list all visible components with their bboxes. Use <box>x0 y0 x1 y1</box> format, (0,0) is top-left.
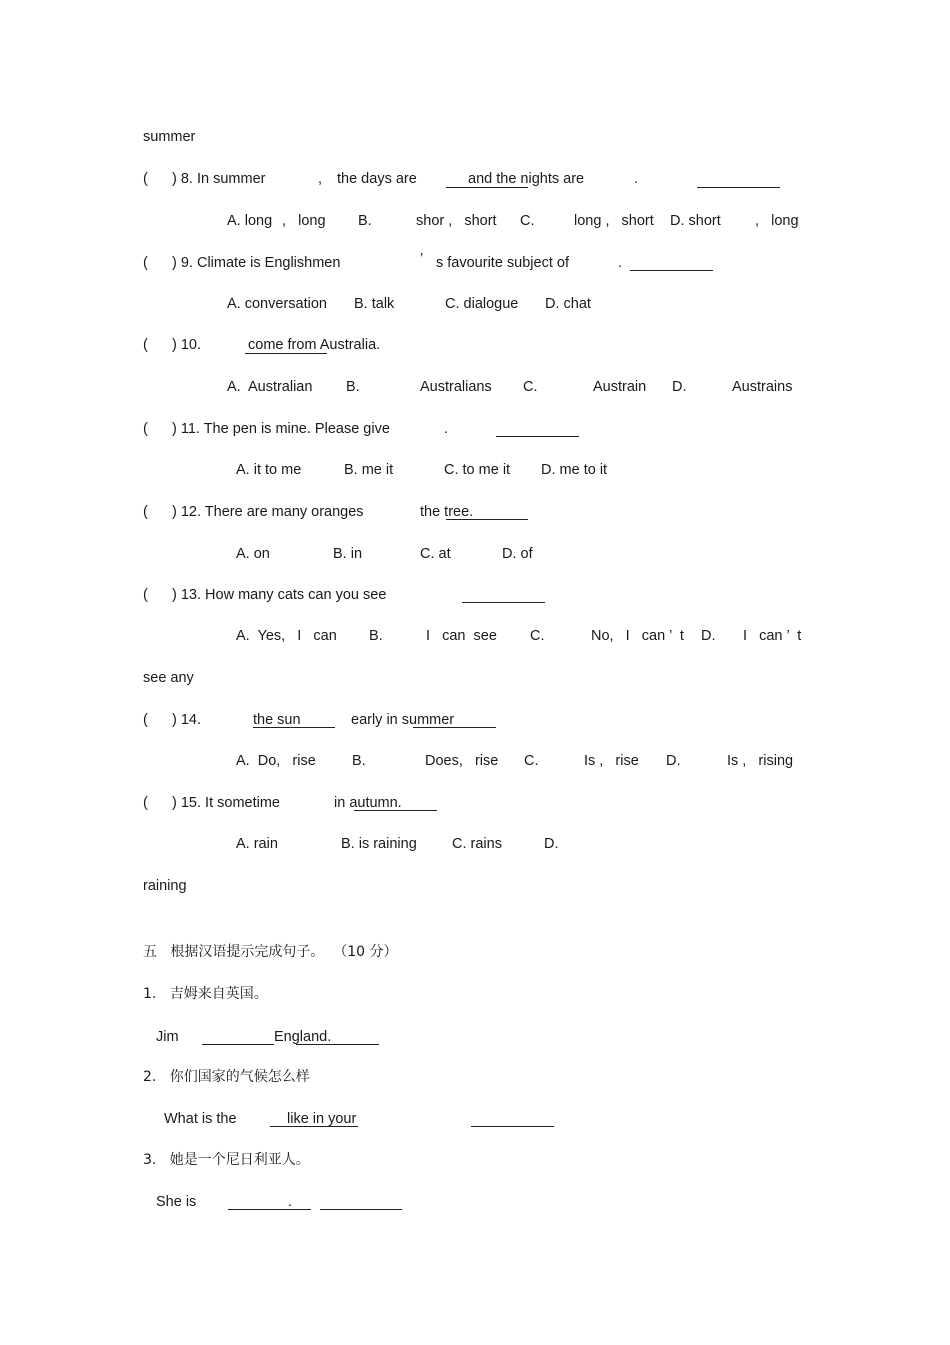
option-d: D. <box>672 379 687 395</box>
option-a: A. Australian <box>227 379 313 395</box>
answer-bracket: ( <box>143 421 148 437</box>
question-stem: come from Australia. <box>248 337 381 353</box>
answer-blank[interactable] <box>253 727 335 728</box>
option-c: C. <box>530 628 545 644</box>
question-stem: ) 8. In summer <box>172 171 266 187</box>
answer-blank[interactable] <box>446 187 528 188</box>
option-d: D. <box>666 753 681 769</box>
option-d: , long <box>755 213 799 229</box>
option-a: A. long <box>227 213 273 229</box>
option-d: I can ’ t <box>743 628 802 644</box>
option-c: C. to me it <box>444 462 511 478</box>
option-c: C. <box>520 213 535 229</box>
sentence-text: England. <box>274 1029 332 1045</box>
option-b: B. <box>358 213 372 229</box>
question-stem: ) 14. <box>172 712 202 728</box>
option-d: D. chat <box>545 296 591 312</box>
question-stem: ) 11. The pen is mine. Please give <box>172 421 390 437</box>
option-b: B. talk <box>354 296 395 312</box>
question-stem: early in summer <box>351 712 455 728</box>
answer-blank[interactable] <box>462 602 545 603</box>
question-stem: in autumn. <box>334 795 402 811</box>
question-stem: . <box>444 421 449 437</box>
option-d-continued: raining <box>143 878 187 894</box>
answer-blank[interactable] <box>245 353 327 354</box>
question-stem: s favourite subject of <box>436 255 569 271</box>
option-a: A. conversation <box>227 296 327 312</box>
sentence-text: She is <box>156 1194 197 1210</box>
option-a: , long <box>282 213 326 229</box>
section-heading: 五 根据汉语提示完成句子。 （10 分） <box>143 944 398 960</box>
answer-blank[interactable] <box>320 1209 402 1210</box>
option-d: D. <box>544 836 559 852</box>
option-b: B. <box>369 628 383 644</box>
sentence-text: . <box>288 1194 293 1210</box>
answer-blank[interactable] <box>202 1044 274 1045</box>
option-b: B. in <box>333 546 363 562</box>
answer-blank[interactable] <box>446 519 528 520</box>
answer-blank[interactable] <box>697 187 780 188</box>
option-c: C. dialogue <box>445 296 519 312</box>
sentence-text: Jim <box>156 1029 179 1045</box>
option-d: D. <box>701 628 716 644</box>
answer-bracket: ( <box>143 795 148 811</box>
question-stem: the days are <box>337 171 417 187</box>
option-c: No, I can ’ t <box>591 628 684 644</box>
question-stem: the tree. <box>420 504 474 520</box>
answer-blank[interactable] <box>496 436 579 437</box>
option-c: C. at <box>420 546 451 562</box>
option-a: A. rain <box>236 836 278 852</box>
question-stem: and the nights are <box>468 171 585 187</box>
option-c: C. rains <box>452 836 502 852</box>
option-a: A. Do, rise <box>236 753 316 769</box>
option-b: Australians <box>420 379 492 395</box>
option-d: D. short <box>670 213 721 229</box>
option-c: Austrain <box>593 379 647 395</box>
answer-bracket: ( <box>143 712 148 728</box>
option-c: Is , rise <box>584 753 639 769</box>
question-stem: ) 15. It sometime <box>172 795 280 811</box>
answer-bracket: ( <box>143 587 148 603</box>
question-stem: ) 12. There are many oranges <box>172 504 364 520</box>
option-b: B. is raining <box>341 836 417 852</box>
question-stem: ’ <box>420 251 424 267</box>
option-a: A. Yes, I can <box>236 628 337 644</box>
answer-blank[interactable] <box>413 727 496 728</box>
question-stem: ) 9. Climate is Englishmen <box>172 255 341 271</box>
option-c: C. <box>524 753 539 769</box>
answer-blank[interactable] <box>228 1209 311 1210</box>
answer-blank[interactable] <box>471 1126 554 1127</box>
option-a: A. it to me <box>236 462 302 478</box>
question-stem: . <box>618 255 623 271</box>
question-stem: . <box>634 171 639 187</box>
option-d: D. of <box>502 546 533 562</box>
option-d: D. me to it <box>541 462 608 478</box>
answer-blank[interactable] <box>354 810 437 811</box>
question-stem: ) 10. <box>172 337 202 353</box>
answer-bracket: ( <box>143 255 148 271</box>
answer-bracket: ( <box>143 171 148 187</box>
option-b: Does, rise <box>425 753 499 769</box>
option-b: B. <box>352 753 366 769</box>
question-stem: ) 13. How many cats can you see <box>172 587 387 603</box>
option-a: A. on <box>236 546 270 562</box>
sentence-text: like in your <box>287 1111 357 1127</box>
chinese-prompt: 1. 吉姆来自英国。 <box>143 986 268 1002</box>
chinese-prompt: 2. 你们国家的气候怎么样 <box>143 1069 310 1085</box>
option-d: Austrains <box>732 379 793 395</box>
option-b: B. <box>346 379 360 395</box>
option-c: long , short <box>574 213 654 229</box>
sentence-text: What is the <box>164 1111 237 1127</box>
continued-option-text: summer <box>143 129 196 145</box>
option-d: Is , rising <box>727 753 794 769</box>
option-b: B. me it <box>344 462 394 478</box>
answer-bracket: ( <box>143 504 148 520</box>
option-d-continued: see any <box>143 670 194 686</box>
chinese-prompt: 3. 她是一个尼日利亚人。 <box>143 1152 310 1168</box>
option-b: shor , short <box>416 213 497 229</box>
question-stem: the sun <box>253 712 301 728</box>
option-c: C. <box>523 379 538 395</box>
answer-bracket: ( <box>143 337 148 353</box>
option-b: I can see <box>426 628 497 644</box>
answer-blank[interactable] <box>296 1044 379 1045</box>
answer-blank[interactable] <box>630 270 713 271</box>
question-stem: , <box>318 171 323 187</box>
